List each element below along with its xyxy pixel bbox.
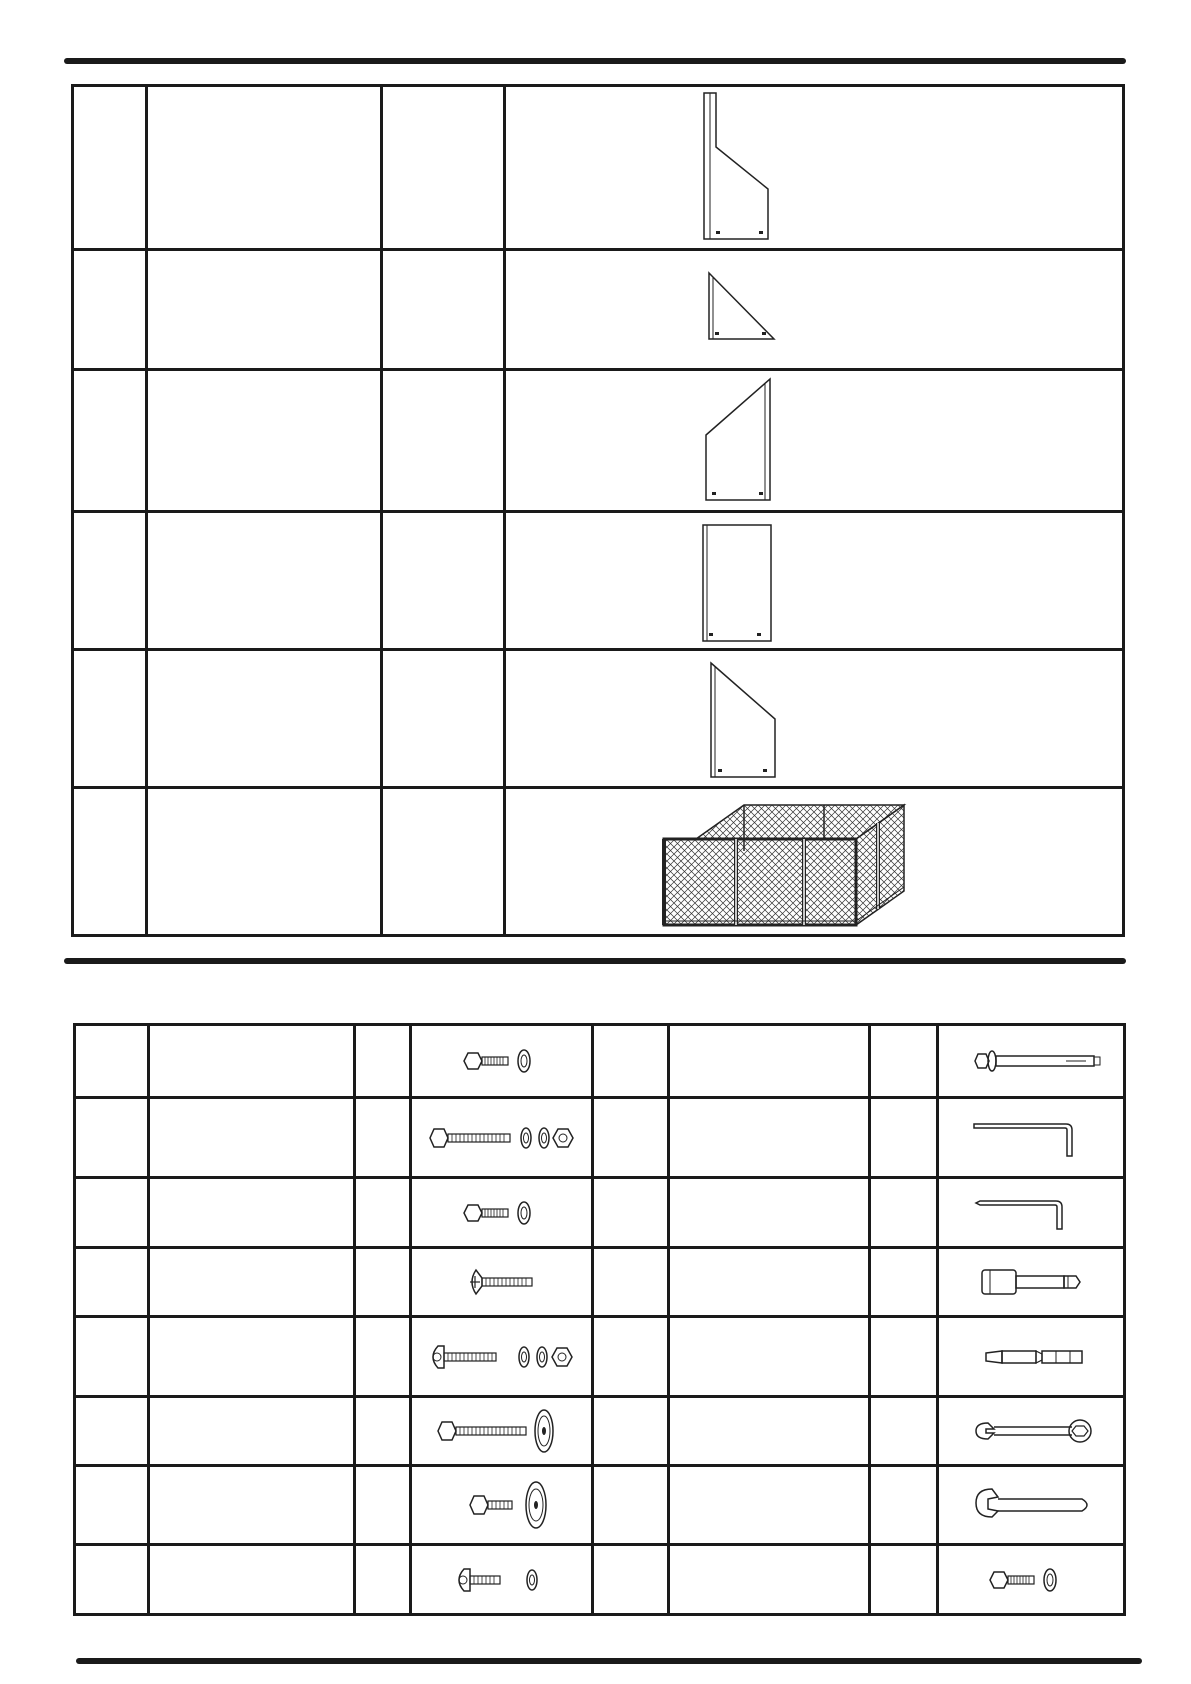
hardware-row [75,1317,1125,1397]
parts-table [71,84,1125,937]
hardware-qty-cell [355,1466,411,1545]
part-image-cell [505,370,1124,512]
part-name-cell [147,86,382,250]
hardware-name-cell [669,1466,870,1545]
hardware-image-cell [411,1178,593,1248]
sloped-panel-icon [506,653,1156,785]
hardware-row [75,1466,1125,1545]
hex-bolt-washer-icon [946,1560,1116,1600]
part-image-cell [505,512,1124,650]
part-number-cell [73,370,147,512]
hardware-qty-cell [870,1098,938,1178]
hardware-row [75,1025,1125,1098]
anchor-bolt-icon [946,1041,1116,1081]
hardware-row [75,1098,1125,1178]
allen-bolt-washers-nut-icon [412,1337,592,1377]
socket-adapter-icon [946,1262,1116,1302]
parts-row [73,512,1124,650]
hardware-name-cell [669,1025,870,1098]
parts-row [73,650,1124,788]
hardware-image-cell [938,1317,1125,1397]
screwdriver-bit-icon [946,1337,1116,1377]
part-qty-cell [382,86,505,250]
hardware-number-cell [75,1025,149,1098]
mesh-basket-icon [506,791,1156,933]
hex-bolt-washer-icon [412,1041,592,1081]
hardware-image-cell [411,1098,593,1178]
hardware-name-cell [149,1397,355,1466]
part-number-cell [73,650,147,788]
hardware-qty-cell [870,1178,938,1248]
hardware-number-cell [75,1098,149,1178]
triangle-panel-icon [506,253,1156,367]
hardware-qty-cell [355,1317,411,1397]
parts-row [73,370,1124,512]
hardware-name-cell [149,1317,355,1397]
bottom-rule [76,1658,1142,1664]
hardware-name-cell [149,1545,355,1615]
hardware-number-cell [593,1466,669,1545]
part-qty-cell [382,250,505,370]
hardware-image-cell [938,1025,1125,1098]
part-qty-cell [382,788,505,936]
part-qty-cell [382,650,505,788]
parts-row [73,86,1124,250]
part-name-cell [147,250,382,370]
hardware-name-cell [669,1098,870,1178]
hardware-number-cell [75,1397,149,1466]
part-name-cell [147,370,382,512]
part-number-cell [73,512,147,650]
hardware-name-cell [149,1098,355,1178]
hardware-image-cell [411,1248,593,1317]
combination-wrench-icon [946,1411,1116,1451]
hardware-image-cell [938,1098,1125,1178]
long-hex-bolt-washers-nut-icon [412,1118,592,1158]
phillips-screw-icon [412,1262,592,1302]
hardware-qty-cell [870,1025,938,1098]
parts-row [73,788,1124,936]
hardware-row [75,1397,1125,1466]
hardware-number-cell [75,1248,149,1317]
hardware-name-cell [669,1397,870,1466]
middle-rule [64,958,1126,964]
hardware-image-cell [411,1317,593,1397]
hardware-qty-cell [355,1025,411,1098]
hardware-number-cell [75,1317,149,1397]
part-image-cell [505,650,1124,788]
part-name-cell [147,788,382,936]
part-number-cell [73,86,147,250]
hardware-qty-cell [870,1545,938,1615]
hardware-qty-cell [355,1098,411,1178]
part-number-cell [73,788,147,936]
hardware-image-cell [938,1545,1125,1615]
hardware-name-cell [669,1248,870,1317]
hardware-name-cell [149,1466,355,1545]
parts-row [73,250,1124,370]
hardware-qty-cell [870,1397,938,1466]
hardware-qty-cell [870,1317,938,1397]
hardware-qty-cell [870,1248,938,1317]
hardware-image-cell [938,1248,1125,1317]
hardware-qty-cell [355,1248,411,1317]
part-image-cell [505,250,1124,370]
short-hex-bolt-large-washer-icon [412,1477,592,1533]
allen-bolt-washer-icon [412,1560,592,1600]
hardware-number-cell [593,1178,669,1248]
part-name-cell [147,650,382,788]
part-name-cell [147,512,382,650]
hardware-row [75,1545,1125,1615]
angled-panel-icon [506,373,1156,509]
part-image-cell [505,86,1124,250]
rectangle-panel-icon [506,515,1156,647]
tall-side-panel-icon [506,89,1156,247]
hardware-image-cell [938,1397,1125,1466]
hardware-row [75,1178,1125,1248]
part-qty-cell [382,370,505,512]
large-allen-key-icon [946,1114,1116,1162]
hardware-number-cell [75,1466,149,1545]
hardware-name-cell [669,1317,870,1397]
hardware-qty-cell [355,1397,411,1466]
hardware-qty-cell [355,1178,411,1248]
hardware-image-cell [411,1025,593,1098]
hardware-number-cell [593,1248,669,1317]
hardware-qty-cell [355,1545,411,1615]
small-allen-key-icon [946,1191,1116,1235]
hardware-image-cell [411,1545,593,1615]
hardware-image-cell [938,1178,1125,1248]
hardware-name-cell [669,1545,870,1615]
hardware-number-cell [593,1098,669,1178]
open-end-wrench-icon [946,1481,1116,1529]
hardware-image-cell [938,1466,1125,1545]
hardware-table [73,1023,1126,1616]
hardware-name-cell [149,1178,355,1248]
part-number-cell [73,250,147,370]
hardware-number-cell [75,1178,149,1248]
top-rule [64,58,1126,64]
hex-bolt-washer-icon [412,1193,592,1233]
hardware-number-cell [593,1317,669,1397]
hardware-number-cell [593,1545,669,1615]
hardware-number-cell [593,1025,669,1098]
long-hex-bolt-large-washer-icon [412,1405,592,1457]
part-image-cell [505,788,1124,936]
hardware-number-cell [75,1545,149,1615]
hardware-name-cell [669,1178,870,1248]
hardware-name-cell [149,1025,355,1098]
hardware-name-cell [149,1248,355,1317]
part-qty-cell [382,512,505,650]
hardware-image-cell [411,1466,593,1545]
hardware-number-cell [593,1397,669,1466]
hardware-row [75,1248,1125,1317]
hardware-qty-cell [870,1466,938,1545]
hardware-image-cell [411,1397,593,1466]
